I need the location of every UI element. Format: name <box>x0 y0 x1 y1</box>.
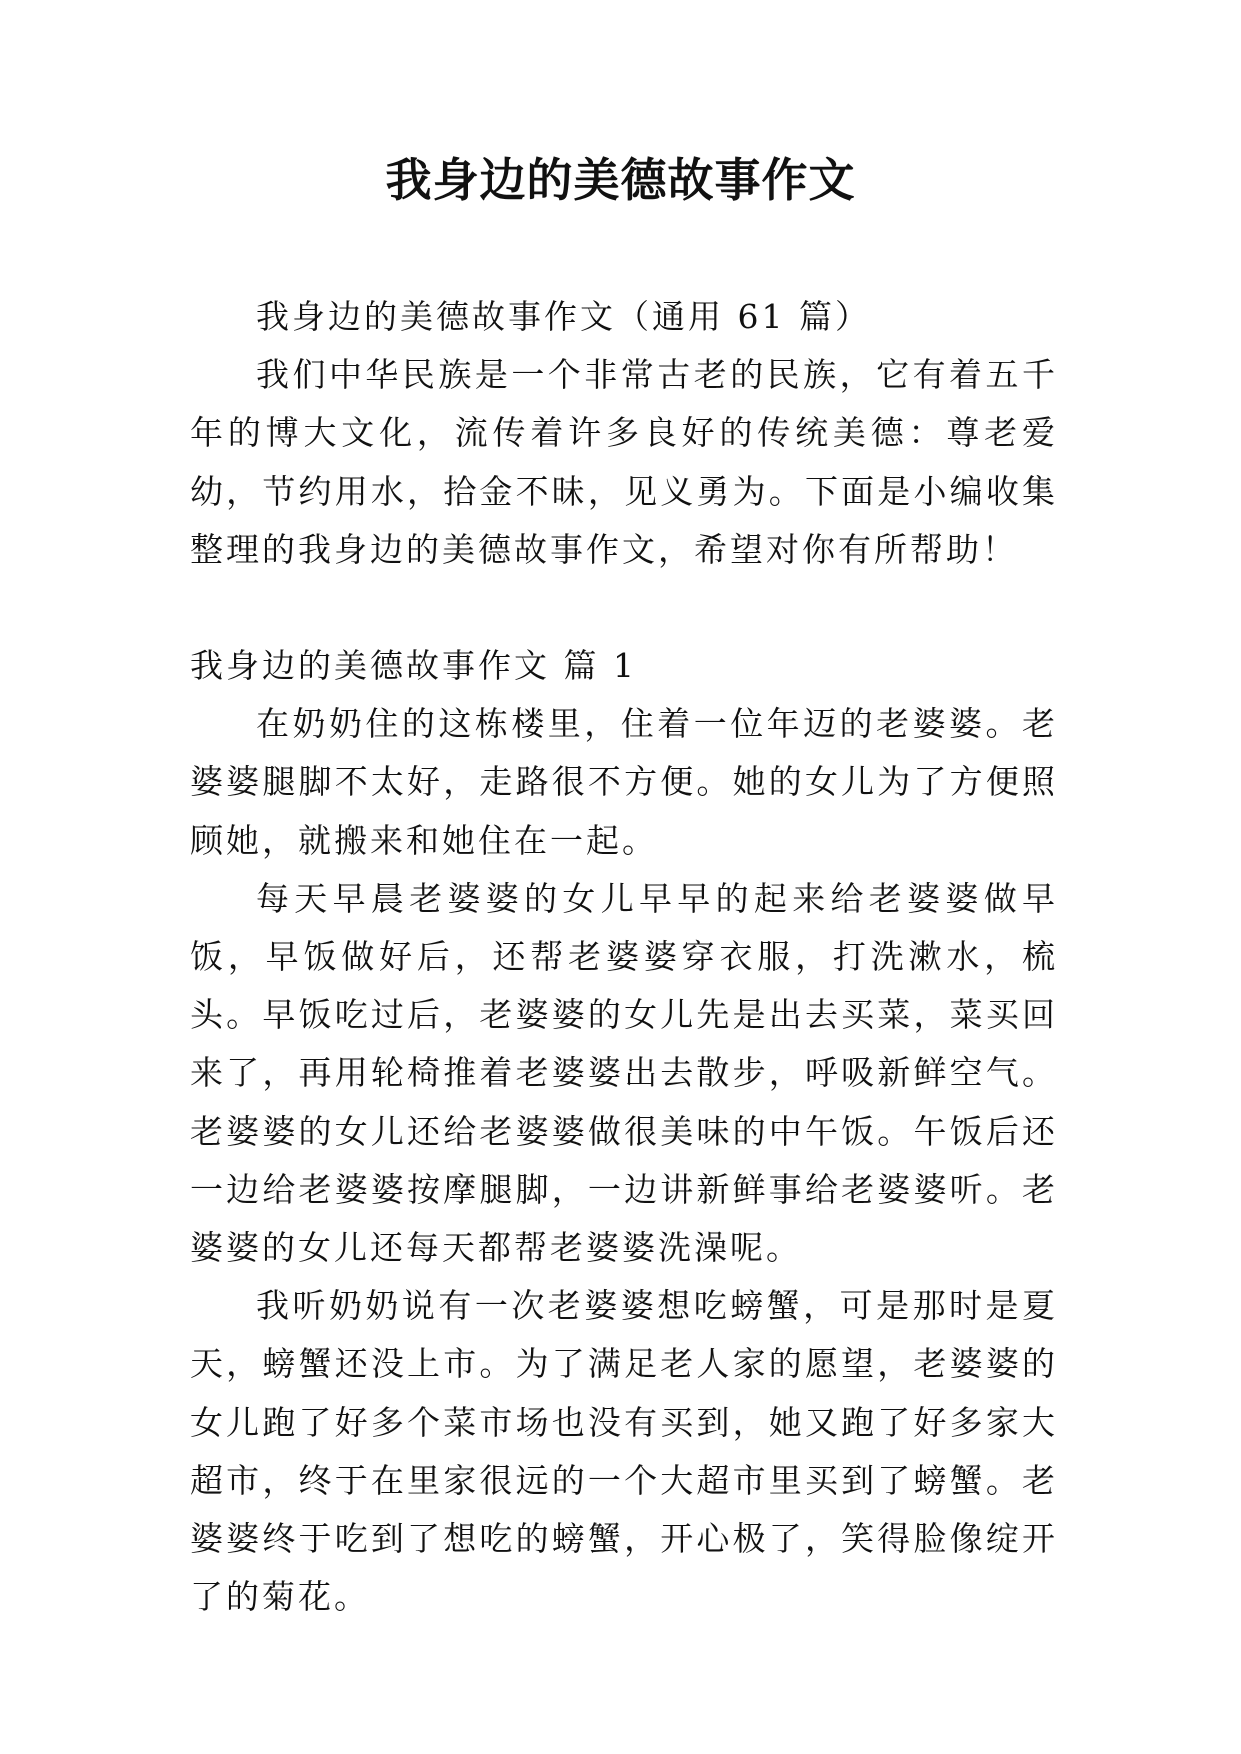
document-title: 我身边的美德故事作文 <box>385 153 856 207</box>
intro-paragraph: 我们中华民族是一个非常古老的民族，它有着五千年的博大文化，流传着许多良好的传统美德：尊老爱幼，节约用水，拾金不昧，见义勇为。下面是小编收集整理的我身边的美德故事作文，希望对你有所帮助！ <box>190 355 1058 569</box>
paragraph: 在奶奶住的这栋楼里，住着一位年迈的老婆婆。老婆婆腿脚不太好，走路很不方便。她的女儿为了方便照顾她，就搬来和她住在一起。 <box>190 704 1058 860</box>
paragraph: 每天早晨老婆婆的女儿早早的起来给老婆婆做早饭，早饭做好后，还帮老婆婆穿衣服，打洗漱水，梳头。早饭吃过后，老婆婆的女儿先是出去买菜，菜买回来了，再用轮椅推着老婆婆出去散步，呼吸新鲜空气。老婆婆的女儿还给老婆婆做很美味的中午饭。午饭后还一边给老婆婆按摩腿脚，一边讲新鲜事给老婆婆听。老婆婆的女儿还每天都帮老婆婆洗澡呢。 <box>190 878 1058 1268</box>
paragraph: 我听奶奶说有一次老婆婆想吃螃蟹，可是那时是夏天，螃蟹还没上市。为了满足老人家的愿望，老婆婆的女儿跑了好多个菜市场也没有买到，她又跑了好多家大超市，终于在里家很远的一个大超市里买到了螃蟹。老婆婆终于吃到了想吃的螃蟹，开心极了，笑得脸像绽开了的菊花。 <box>190 1286 1058 1617</box>
document-body <box>190 288 1058 1626</box>
document-subtitle: 我身边的美德故事作文（通用 61 篇） <box>256 297 871 336</box>
section-heading: 我身边的美德故事作文 篇 1 <box>190 646 637 686</box>
